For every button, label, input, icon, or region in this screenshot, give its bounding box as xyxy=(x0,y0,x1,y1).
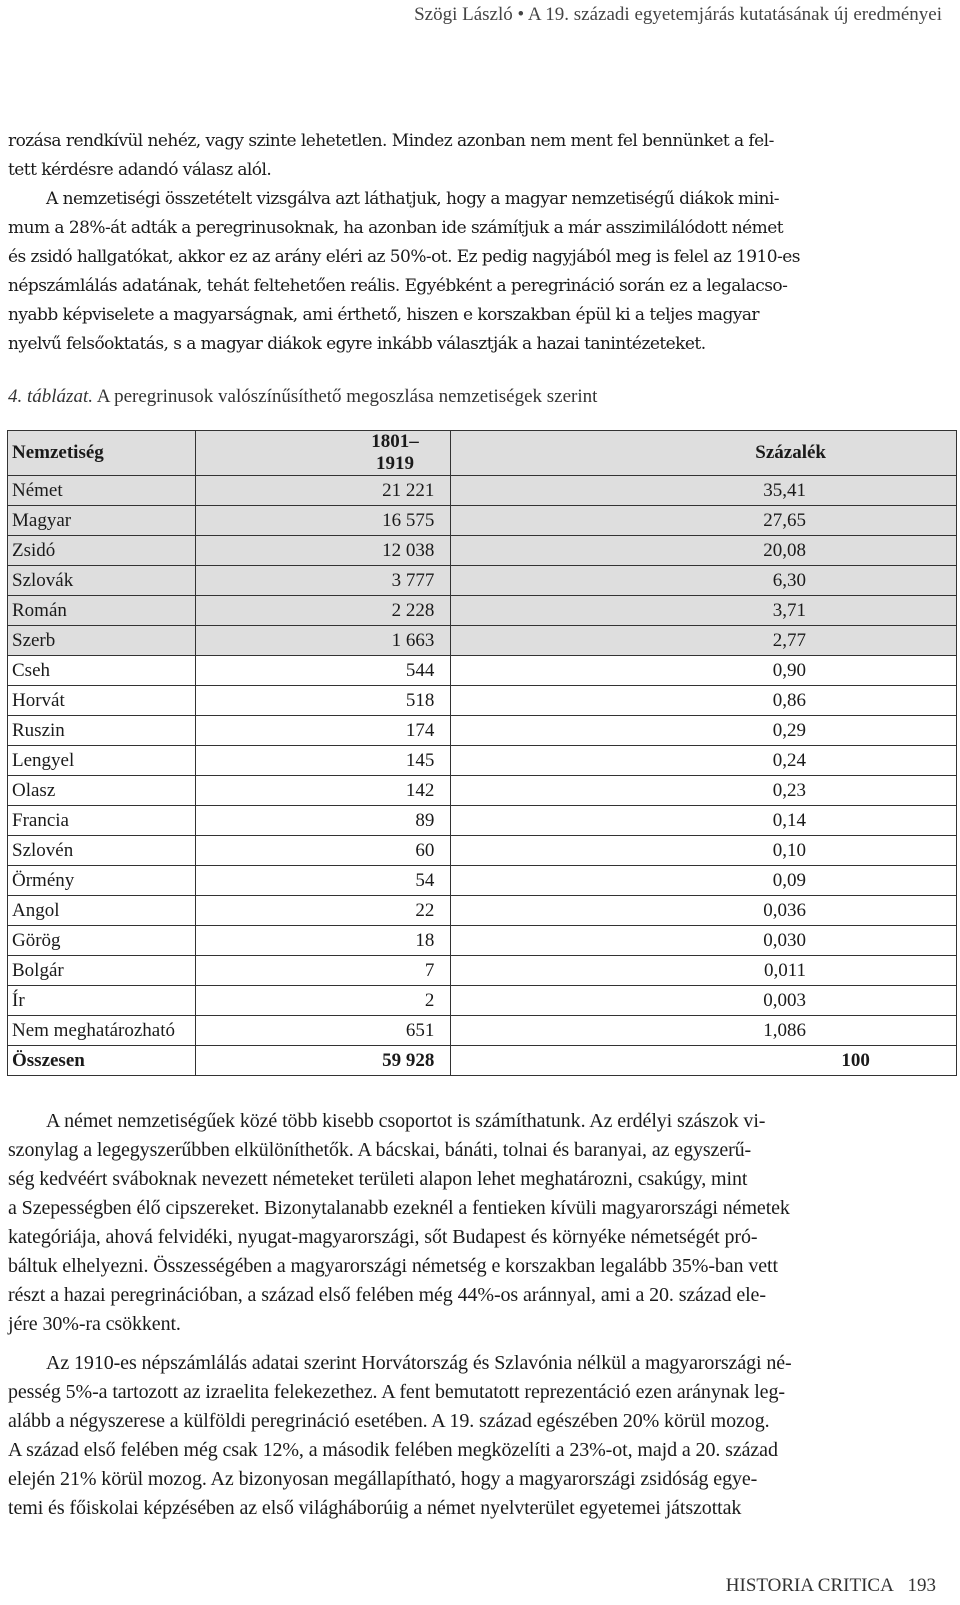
text-line: pesség 5%-a tartozott az izraelita felekezethez. A fent bemutatott reprezentáció ezen aránynak leg- xyxy=(8,1381,785,1403)
table-row xyxy=(8,806,957,836)
count-cell: 145 xyxy=(195,746,451,776)
percent-cell: 2,77 xyxy=(451,626,957,656)
intro-paragraph xyxy=(8,127,958,359)
nationality-cell: Francia xyxy=(8,806,196,836)
count-cell: 60 xyxy=(195,836,451,866)
count-cell: 16 575 xyxy=(195,506,451,536)
table-total-row xyxy=(8,1046,957,1076)
percent-cell: 6,30 xyxy=(451,566,957,596)
table-header-row xyxy=(8,431,957,476)
table-row xyxy=(8,626,957,656)
text-line: kategóriája, ahová felvidéki, nyugat-magyarországi, sőt Budapest és környéke németségét pró- xyxy=(8,1226,758,1248)
percent-cell: 1,086 xyxy=(451,1016,957,1046)
text-line: alább a négyszerese a külföldi peregrináció esetében. A 19. század egészében 20% körül mozog. xyxy=(8,1410,770,1432)
running-header xyxy=(414,4,942,26)
table-row xyxy=(8,896,957,926)
percent-cell: 0,90 xyxy=(451,656,957,686)
percent-cell: 0,14 xyxy=(451,806,957,836)
nationality-cell: Magyar xyxy=(8,506,196,536)
table-row xyxy=(8,716,957,746)
text-line: nyabb képviselete a magyarságnak, ami érthető, hiszen e korszakban épül ki a teljes magyar xyxy=(8,305,759,325)
count-cell: 651 xyxy=(195,1016,451,1046)
footer-journal: HISTORIA CRITICA xyxy=(725,1575,893,1596)
percent-cell: 0,24 xyxy=(451,746,957,776)
nationality-cell: Nemzetiség xyxy=(8,431,196,476)
nationality-cell: Szerb xyxy=(8,626,196,656)
text-line: részt a hazai peregrinációban, a század első felében még 44%-os aránnyal, ami a 20. század ele- xyxy=(8,1284,766,1306)
page-number: 193 xyxy=(907,1575,936,1596)
nationality-cell: Horvát xyxy=(8,686,196,716)
text-line: temi és főiskolai képzésében az első világháborúig a német nyelvterület egyetemei játszottak xyxy=(8,1497,742,1519)
percent-cell: 35,41 xyxy=(451,476,957,506)
body-paragraph-2 xyxy=(8,1349,958,1523)
nationality-cell: Görög xyxy=(8,926,196,956)
table-row xyxy=(8,1016,957,1046)
count-cell: 89 xyxy=(195,806,451,836)
body-paragraph-1 xyxy=(8,1107,958,1339)
percent-cell: 0,09 xyxy=(451,866,957,896)
percent-cell: 20,08 xyxy=(451,536,957,566)
percent-cell: 3,71 xyxy=(451,596,957,626)
count-cell: 1 663 xyxy=(195,626,451,656)
table-row xyxy=(8,986,957,1016)
header-title: A 19. századi egyetemjárás kutatásának új eredményei xyxy=(527,4,942,25)
table-row xyxy=(8,956,957,986)
percent-cell: Százalék xyxy=(451,431,957,476)
count-cell: 3 777 xyxy=(195,566,451,596)
text-line: a Szepességben élő cipszereket. Bizonytalanabb ezeknél a fentieken kívüli magyarországi németek xyxy=(8,1197,790,1219)
text-line: ség kedvéért sváboknak nevezett németeket területi alapon lehet meghatározni, csakúgy, mint xyxy=(8,1168,748,1190)
count-cell: 18 xyxy=(195,926,451,956)
percent-cell: 0,030 xyxy=(451,926,957,956)
count-cell: 54 xyxy=(195,866,451,896)
count-cell: 22 xyxy=(195,896,451,926)
nationality-table xyxy=(7,430,957,1076)
table-row xyxy=(8,866,957,896)
count-cell: 2 xyxy=(195,986,451,1016)
text-line: és zsidó hallgatókat, akkor ez az arány eléri az 50%-ot. Ez pedig nagyjából meg is felel az 1910-es xyxy=(8,247,800,267)
table-row xyxy=(8,536,957,566)
table-row xyxy=(8,596,957,626)
nationality-cell: Szlovák xyxy=(8,566,196,596)
percent-cell: 27,65 xyxy=(451,506,957,536)
table-row xyxy=(8,836,957,866)
nationality-cell: Olasz xyxy=(8,776,196,806)
nationality-cell: Ír xyxy=(8,986,196,1016)
nationality-cell: Örmény xyxy=(8,866,196,896)
count-cell: 59 928 xyxy=(195,1046,451,1076)
table-caption xyxy=(8,386,597,408)
table-row xyxy=(8,926,957,956)
count-cell: 174 xyxy=(195,716,451,746)
table-row xyxy=(8,686,957,716)
nationality-cell: Szlovén xyxy=(8,836,196,866)
count-cell: 518 xyxy=(195,686,451,716)
text-line: báltuk elhelyezni. Összességében a magyarországi németség e korszakban legalább 35%-ban vett xyxy=(8,1255,778,1277)
nationality-cell: Angol xyxy=(8,896,196,926)
nationality-cell: Bolgár xyxy=(8,956,196,986)
nationality-cell: Összesen xyxy=(8,1046,196,1076)
count-cell: 1801–1919 xyxy=(195,431,451,476)
count-cell: 21 221 xyxy=(195,476,451,506)
header-separator: • xyxy=(517,4,525,25)
table-caption-label: 4. táblázat. xyxy=(8,386,93,407)
percent-cell: 100 xyxy=(451,1046,957,1076)
nationality-cell: Román xyxy=(8,596,196,626)
nationality-cell: Zsidó xyxy=(8,536,196,566)
count-cell: 7 xyxy=(195,956,451,986)
table-row xyxy=(8,746,957,776)
text-line: A nemzetiségi összetételt vizsgálva azt láthatjuk, hogy a magyar nemzetiségű diákok mini- xyxy=(46,189,779,209)
text-line: A német nemzetiségűek közé több kisebb csoportot is számíthatunk. Az erdélyi szászok vi- xyxy=(46,1110,766,1132)
percent-cell: 0,86 xyxy=(451,686,957,716)
page-footer xyxy=(726,1575,936,1597)
percent-cell: 0,011 xyxy=(451,956,957,986)
percent-cell: 0,036 xyxy=(451,896,957,926)
table-row xyxy=(8,506,957,536)
text-line: Az 1910-es népszámlálás adatai szerint Horvátország és Szlavónia nélkül a magyarországi né- xyxy=(46,1352,792,1374)
table-row xyxy=(8,566,957,596)
nationality-cell: Lengyel xyxy=(8,746,196,776)
percent-cell: 0,10 xyxy=(451,836,957,866)
nationality-cell: Nem meghatározható xyxy=(8,1016,196,1046)
count-cell: 142 xyxy=(195,776,451,806)
table-row xyxy=(8,476,957,506)
count-cell: 544 xyxy=(195,656,451,686)
nationality-cell: Ruszin xyxy=(8,716,196,746)
percent-cell: 0,23 xyxy=(451,776,957,806)
text-line: szonylag a legegyszerűbben elkülöníthetők. A bácskai, bánáti, tolnai és baranyai, az egyszerű- xyxy=(8,1139,752,1161)
text-line: rozása rendkívül nehéz, vagy szinte lehetetlen. Mindez azonban nem ment fel bennünket a fel- xyxy=(8,131,774,151)
percent-cell: 0,003 xyxy=(451,986,957,1016)
table-row xyxy=(8,776,957,806)
table-row xyxy=(8,656,957,686)
text-line: mum a 28%-át adták a peregrinusoknak, ha azonban ide számítjuk a már asszimilálódott német xyxy=(8,218,784,238)
nationality-cell: Cseh xyxy=(8,656,196,686)
count-cell: 12 038 xyxy=(195,536,451,566)
text-line: nyelvű felsőoktatás, s a magyar diákok egyre inkább választják a hazai tanintézeteket. xyxy=(8,334,706,354)
nationality-cell: Német xyxy=(8,476,196,506)
text-line: A század első felében még csak 12%, a második felében megközelíti a 23%-ot, majd a 20. század xyxy=(8,1439,778,1461)
header-author: Szögi László xyxy=(414,4,513,25)
text-line: tett kérdésre adandó válasz alól. xyxy=(8,160,272,180)
text-line: jére 30%-ra csökkent. xyxy=(8,1313,181,1335)
text-line: elején 21% körül mozog. Az bizonyosan megállapítható, hogy a magyarországi zsidóság egye- xyxy=(8,1468,758,1490)
text-line: népszámlálás adatának, tehát feltehetően reális. Egyébként a peregrináció során ez a legalacso- xyxy=(8,276,788,296)
percent-cell: 0,29 xyxy=(451,716,957,746)
count-cell: 2 228 xyxy=(195,596,451,626)
table-caption-text: A peregrinusok valószínűsíthető megoszlása nemzetiségek szerint xyxy=(96,386,598,407)
